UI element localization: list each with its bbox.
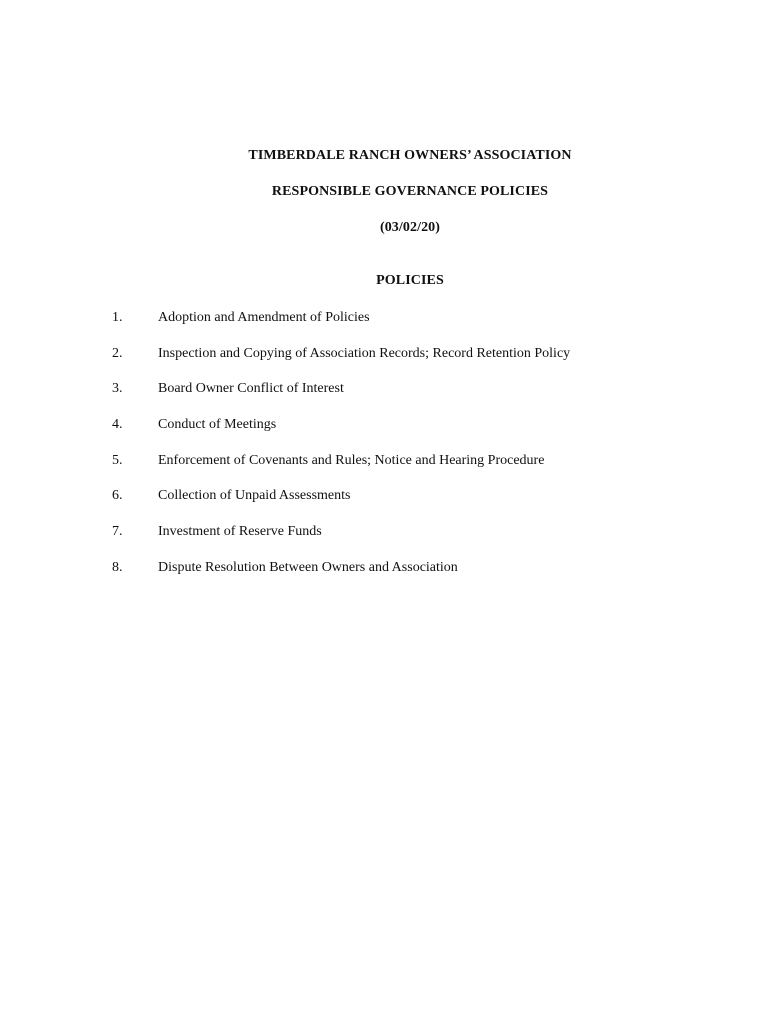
policy-number: 4. bbox=[112, 417, 123, 433]
policy-item bbox=[0, 485, 770, 521]
policy-item bbox=[0, 521, 770, 557]
policy-item bbox=[0, 343, 770, 379]
policy-number: 5. bbox=[112, 452, 123, 468]
policy-number: 8. bbox=[112, 559, 123, 575]
policy-number: 3. bbox=[112, 381, 123, 397]
policy-title: Conduct of Meetings bbox=[158, 417, 277, 433]
section-heading: POLICIES bbox=[376, 273, 444, 288]
policy-item bbox=[0, 378, 770, 414]
document-date: (03/02/20) bbox=[379, 220, 441, 235]
policy-title: Investment of Reserve Funds bbox=[158, 524, 322, 540]
policy-item bbox=[0, 557, 770, 593]
policy-item bbox=[0, 307, 770, 343]
document-subtitle: RESPONSIBLE GOVERNANCE POLICIES bbox=[271, 184, 549, 199]
policy-item bbox=[0, 414, 770, 450]
policy-title: Adoption and Amendment of Policies bbox=[158, 310, 370, 325]
policy-title: Enforcement of Covenants and Rules; Notice and Hearing Procedure bbox=[158, 452, 545, 468]
policy-title: Inspection and Copying of Association Records; Record Retention Policy bbox=[158, 345, 571, 361]
policy-title: Collection of Unpaid Assessments bbox=[158, 488, 351, 504]
document-title: TIMBERDALE RANCH OWNERS’ ASSOCIATION bbox=[248, 148, 572, 163]
policy-number: 6. bbox=[112, 488, 123, 504]
policy-item bbox=[0, 450, 770, 486]
policy-title: Dispute Resolution Between Owners and Association bbox=[158, 559, 458, 575]
policy-number: 2. bbox=[112, 345, 123, 361]
policy-number: 7. bbox=[112, 524, 123, 540]
policy-title: Board Owner Conflict of Interest bbox=[158, 381, 344, 397]
policy-number: 1. bbox=[112, 310, 123, 325]
policy-list bbox=[0, 307, 770, 593]
